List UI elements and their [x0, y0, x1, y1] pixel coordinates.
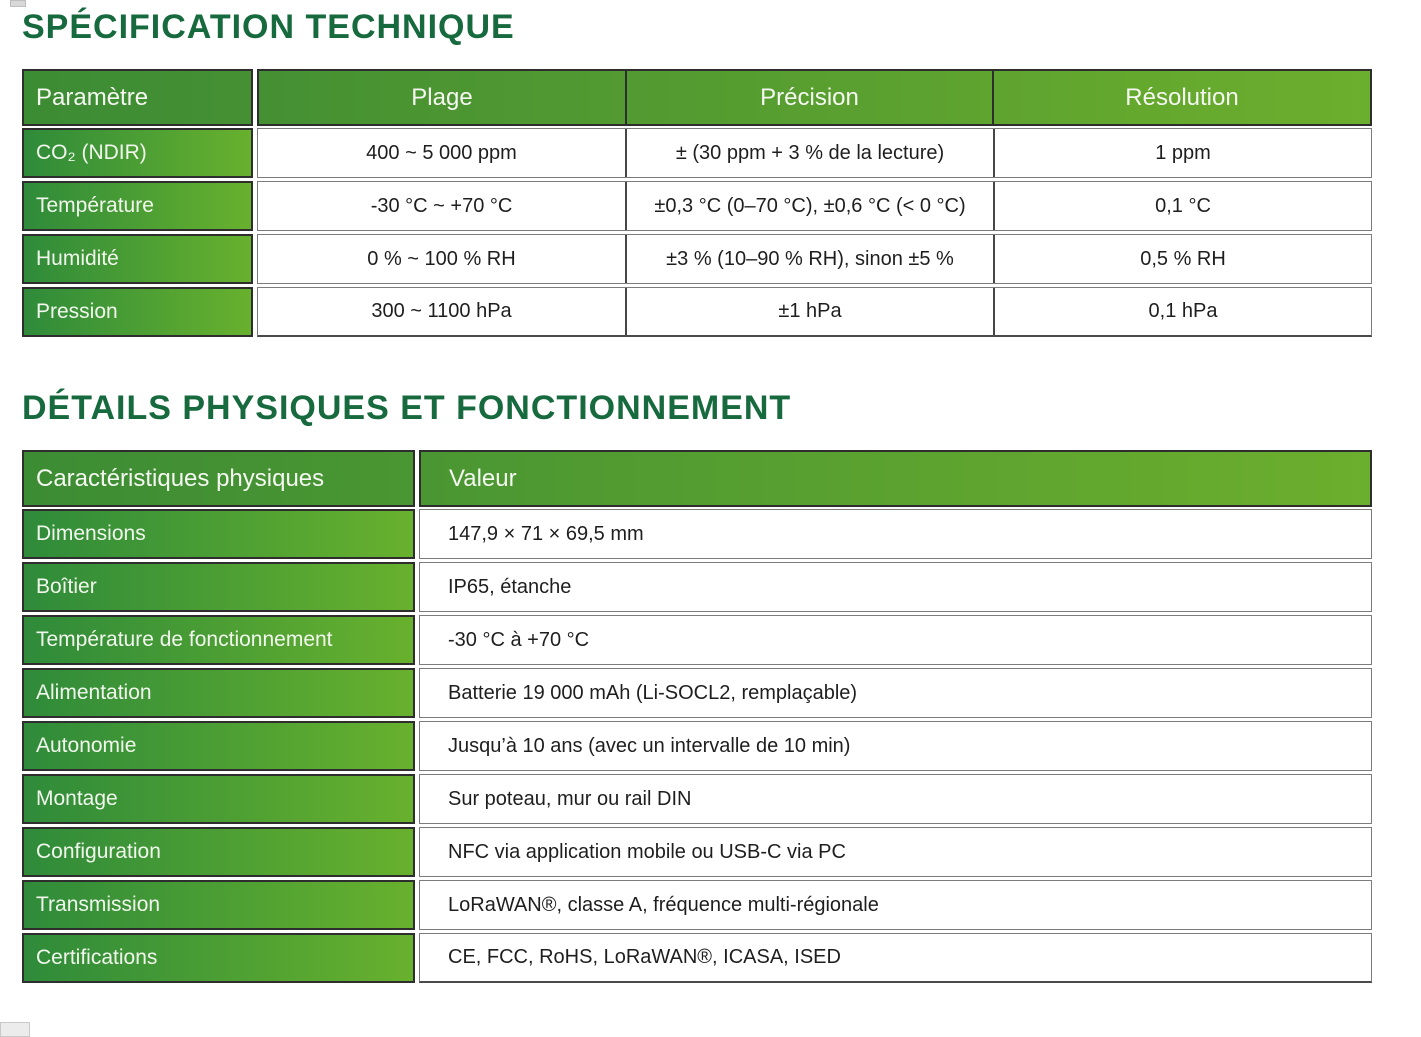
precision-cell: ± (30 ppm + 3 % de la lecture) [625, 129, 993, 177]
precision-cell: ±3 % (10–90 % RH), sinon ±5 % [625, 235, 993, 283]
spec-section-title: SPÉCIFICATION TECHNIQUE [22, 8, 515, 46]
details-row-dimensions [22, 509, 1372, 559]
detail-label-cell: Température de fonctionnement [22, 615, 415, 665]
detail-value-cell: 147,9 × 71 × 69,5 mm [448, 522, 644, 545]
details-table-header-row [22, 450, 1372, 507]
spec-row-temperature [22, 181, 1372, 231]
details-table-header-group [419, 450, 1372, 507]
resolution-cell: 0,1 hPa [993, 288, 1371, 335]
detail-label-cell: Boîtier [22, 562, 415, 612]
resolution-cell: 0,5 % RH [993, 235, 1371, 283]
details-section-title: DÉTAILS PHYSIQUES ET FONCTIONNEMENT [22, 389, 792, 427]
spec-table-header-group [257, 69, 1372, 126]
detail-label-cell: Autonomie [22, 721, 415, 771]
details-row-configuration [22, 827, 1372, 877]
header-resolution: Résolution [992, 71, 1370, 124]
resolution-cell: 0,1 °C [993, 182, 1371, 230]
detail-value-cell: NFC via application mobile ou USB-C via PC [448, 840, 846, 863]
detail-value-group [419, 827, 1372, 877]
detail-value-cell: Jusqu’à 10 ans (avec un intervalle de 10 min) [448, 734, 851, 757]
param-label-cell: Pression [22, 287, 253, 337]
header-valeur: Valeur [449, 464, 517, 492]
header-parametre: Paramètre [22, 69, 253, 126]
detail-value-group [419, 615, 1372, 665]
detail-label-cell: Certifications [22, 933, 415, 983]
spec-table [22, 69, 1372, 337]
spec-row-values [257, 287, 1372, 337]
detail-value-group [419, 509, 1372, 559]
details-row-transmission [22, 880, 1372, 930]
spec-row-values [257, 128, 1372, 178]
detail-value-cell: CE, FCC, RoHS, LoRaWAN®, ICASA, ISED [448, 946, 841, 968]
detail-value-group [419, 668, 1372, 718]
plage-cell: 300 ~ 1100 hPa [371, 300, 512, 322]
details-row-temperature-fonctionnement [22, 615, 1372, 665]
param-label-cell: Température [22, 181, 253, 231]
detail-value-group [419, 721, 1372, 771]
detail-value-cell: Batterie 19 000 mAh (Li-SOCL2, remplaçable) [448, 681, 858, 704]
detail-value-cell: IP65, étanche [448, 575, 572, 598]
spec-row-values [257, 234, 1372, 284]
param-label-cell: Humidité [22, 234, 253, 284]
header-precision: Précision [625, 71, 992, 124]
precision-cell: ±0,3 °C (0–70 °C), ±0,6 °C (< 0 °C) [625, 182, 993, 230]
detail-value-cell: Sur poteau, mur ou rail DIN [448, 787, 692, 810]
details-table [22, 450, 1372, 983]
detail-value-group [419, 774, 1372, 824]
resolution-cell: 1 ppm [993, 129, 1371, 177]
details-row-autonomie [22, 721, 1372, 771]
detail-value-group [419, 933, 1372, 983]
precision-cell: ±1 hPa [625, 288, 993, 335]
spec-row-humidite [22, 234, 1372, 284]
corner-artifact-bottom [0, 1022, 30, 1037]
spec-table-header-row [22, 69, 1372, 126]
detail-label-cell: Transmission [22, 880, 415, 930]
spec-row-co2 [22, 128, 1372, 178]
corner-artifact-top [10, 0, 26, 7]
detail-value-group [419, 880, 1372, 930]
spec-row-pression [22, 287, 1372, 337]
plage-cell: 400 ~ 5 000 ppm [366, 141, 517, 164]
header-caracteristiques: Caractéristiques physiques [22, 450, 415, 507]
detail-label-cell: Dimensions [22, 509, 415, 559]
details-row-montage [22, 774, 1372, 824]
detail-label-cell: Configuration [22, 827, 415, 877]
plage-cell: 0 % ~ 100 % RH [367, 247, 516, 270]
detail-value-cell: -30 °C à +70 °C [448, 628, 590, 651]
detail-label-cell: Montage [22, 774, 415, 824]
detail-value-cell: LoRaWAN®, classe A, fréquence multi-régionale [448, 893, 879, 916]
details-row-certifications [22, 933, 1372, 983]
header-plage: Plage [411, 83, 473, 111]
plage-cell: -30 °C ~ +70 °C [370, 194, 513, 217]
details-row-alimentation [22, 668, 1372, 718]
detail-value-group [419, 562, 1372, 612]
detail-label-cell: Alimentation [22, 668, 415, 718]
details-row-boitier [22, 562, 1372, 612]
param-label-cell: CO₂ (NDIR) [22, 128, 253, 178]
spec-row-values [257, 181, 1372, 231]
